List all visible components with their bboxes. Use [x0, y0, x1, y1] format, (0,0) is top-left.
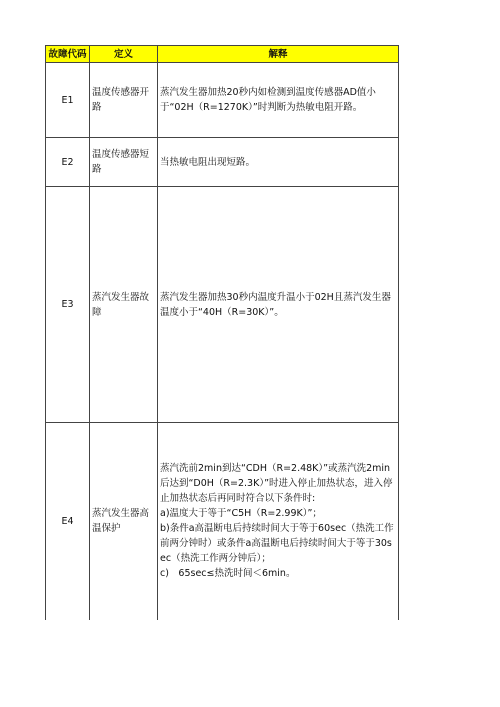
fault-code-cell: E1 [46, 63, 90, 138]
definition-cell: 蒸汽发生器高温保护 [90, 423, 158, 620]
explanation-cell [158, 423, 399, 620]
explanation-cell [158, 187, 399, 423]
header-fault-code: 故障代码 [46, 46, 90, 63]
explanation-line: b)条件a高温断电后持续时间大于等于60sec（热洗工作前两分钟时）或条件a高温断电后持续时间大于等于30sec（热洗工作两分钟后）； [160, 523, 394, 565]
header-row [46, 46, 399, 63]
definition-cell: 温度传感器短路 [90, 138, 158, 187]
table-row [46, 63, 399, 138]
explanation-line: c) 65sec≤热洗时间＜6min。 [160, 568, 296, 580]
header-explanation: 解释 [158, 46, 399, 63]
definition-cell: 温度传感器开路 [90, 63, 158, 138]
explanation-cell [158, 63, 399, 138]
explanation-cell [158, 138, 399, 187]
table-row [46, 423, 399, 620]
table-row [46, 187, 399, 423]
explanation-line: a)温度大于等于“C5H（R=2.99K）”； [160, 508, 322, 520]
header-definition: 定义 [90, 46, 158, 63]
definition-cell: 蒸汽发生器故障 [90, 187, 158, 423]
fault-code-cell: E4 [46, 423, 90, 620]
explanation-line: 蒸汽发生器加热20秒内如检测到温度传感器AD值小于“02H（R=1270K）”时判断为热敏电阻开路。 [160, 87, 376, 113]
fault-code-cell: E2 [46, 138, 90, 187]
fault-code-cell: E3 [46, 187, 90, 423]
explanation-line: 当热敏电阻出现短路。 [160, 156, 256, 168]
fault-code-table [45, 45, 399, 620]
table-row [46, 138, 399, 187]
explanation-line: 蒸汽洗前2min到达“CDH（R=2.48K）”或蒸汽洗2min后达到“D0H（R=2.3K）”时进入停止加热状态，进入停止加热状态后再同时符合以下条件时: [160, 463, 393, 505]
explanation-line: 蒸汽发生器加热30秒内温度升温小于02H且蒸汽发生器温度小于“40H（R=30K）”。 [160, 291, 391, 318]
